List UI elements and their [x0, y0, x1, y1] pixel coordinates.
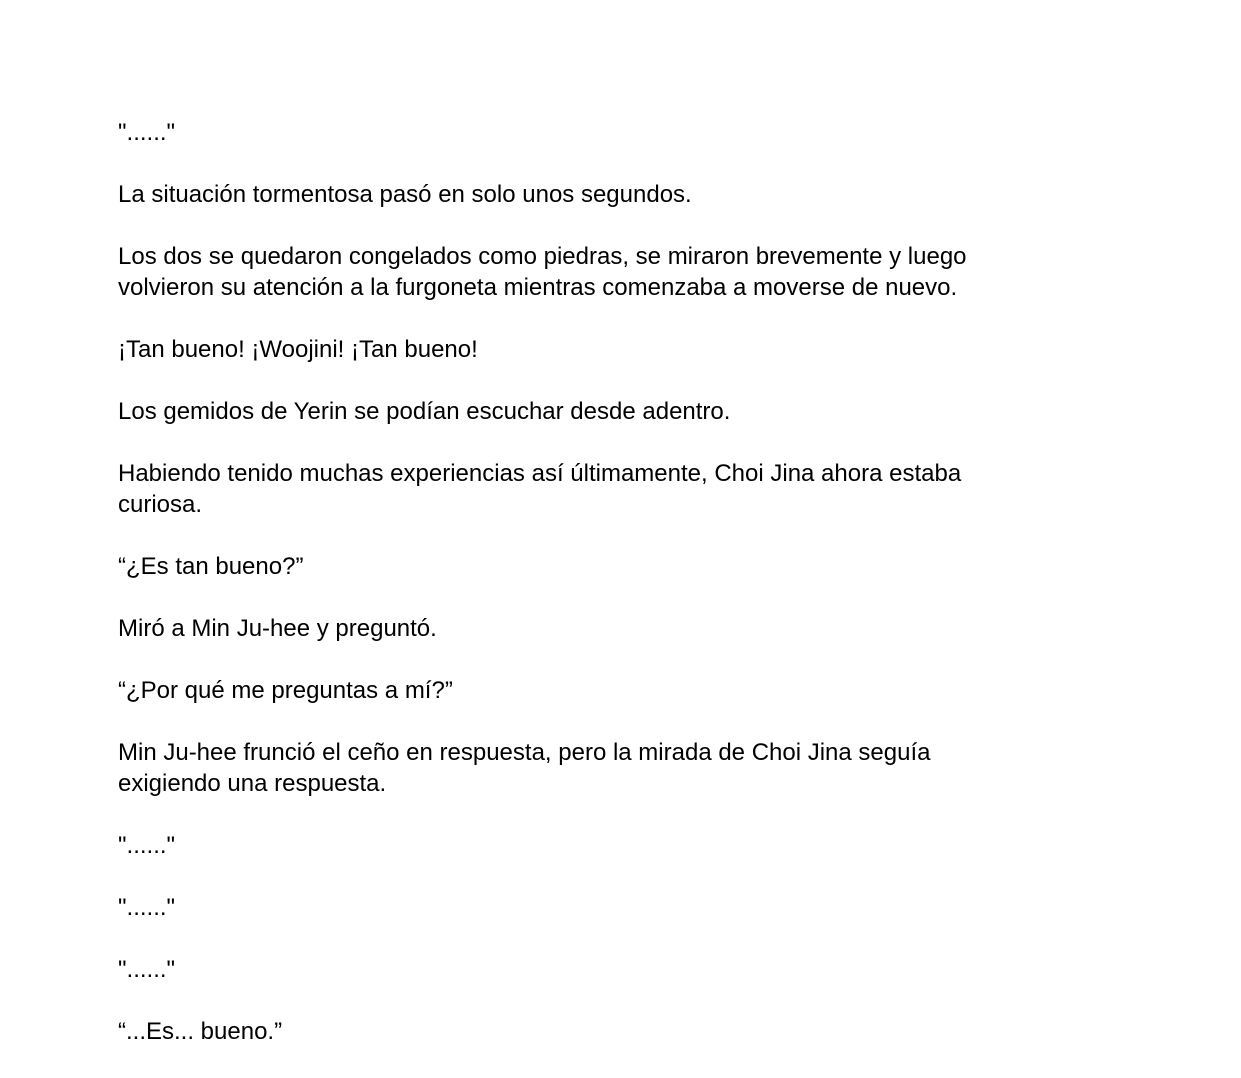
paragraph: Miró a Min Ju-hee y preguntó. — [118, 615, 437, 642]
paragraph: ¡Tan bueno! ¡Woojini! ¡Tan bueno! — [118, 336, 478, 363]
paragraph: “...Es... bueno.” — [118, 1018, 283, 1045]
paragraph: "......" — [118, 832, 176, 859]
paragraph: La situación tormentosa pasó en solo unos segundos. — [118, 181, 692, 208]
paragraph: “¿Por qué me preguntas a mí?” — [118, 677, 453, 704]
document-body — [118, 117, 1118, 1078]
paragraph: Los gemidos de Yerin se podían escuchar desde adentro. — [118, 398, 731, 425]
paragraph: “¿Es tan bueno?” — [118, 553, 304, 580]
paragraph: Los dos se quedaron congelados como piedras, se miraron brevemente y luego volvieron su atención a la furgoneta mientras comenzaba a moverse de nuevo. — [118, 243, 967, 301]
paragraph: Habiendo tenido muchas experiencias así últimamente, Choi Jina ahora estaba curiosa. — [118, 460, 962, 518]
paragraph: "......" — [118, 894, 176, 921]
paragraph: "......" — [118, 119, 176, 146]
paragraph: "......" — [118, 956, 176, 983]
paragraph: Min Ju-hee frunció el ceño en respuesta, pero la mirada de Choi Jina seguía exigiendo una respuesta. — [118, 739, 931, 797]
